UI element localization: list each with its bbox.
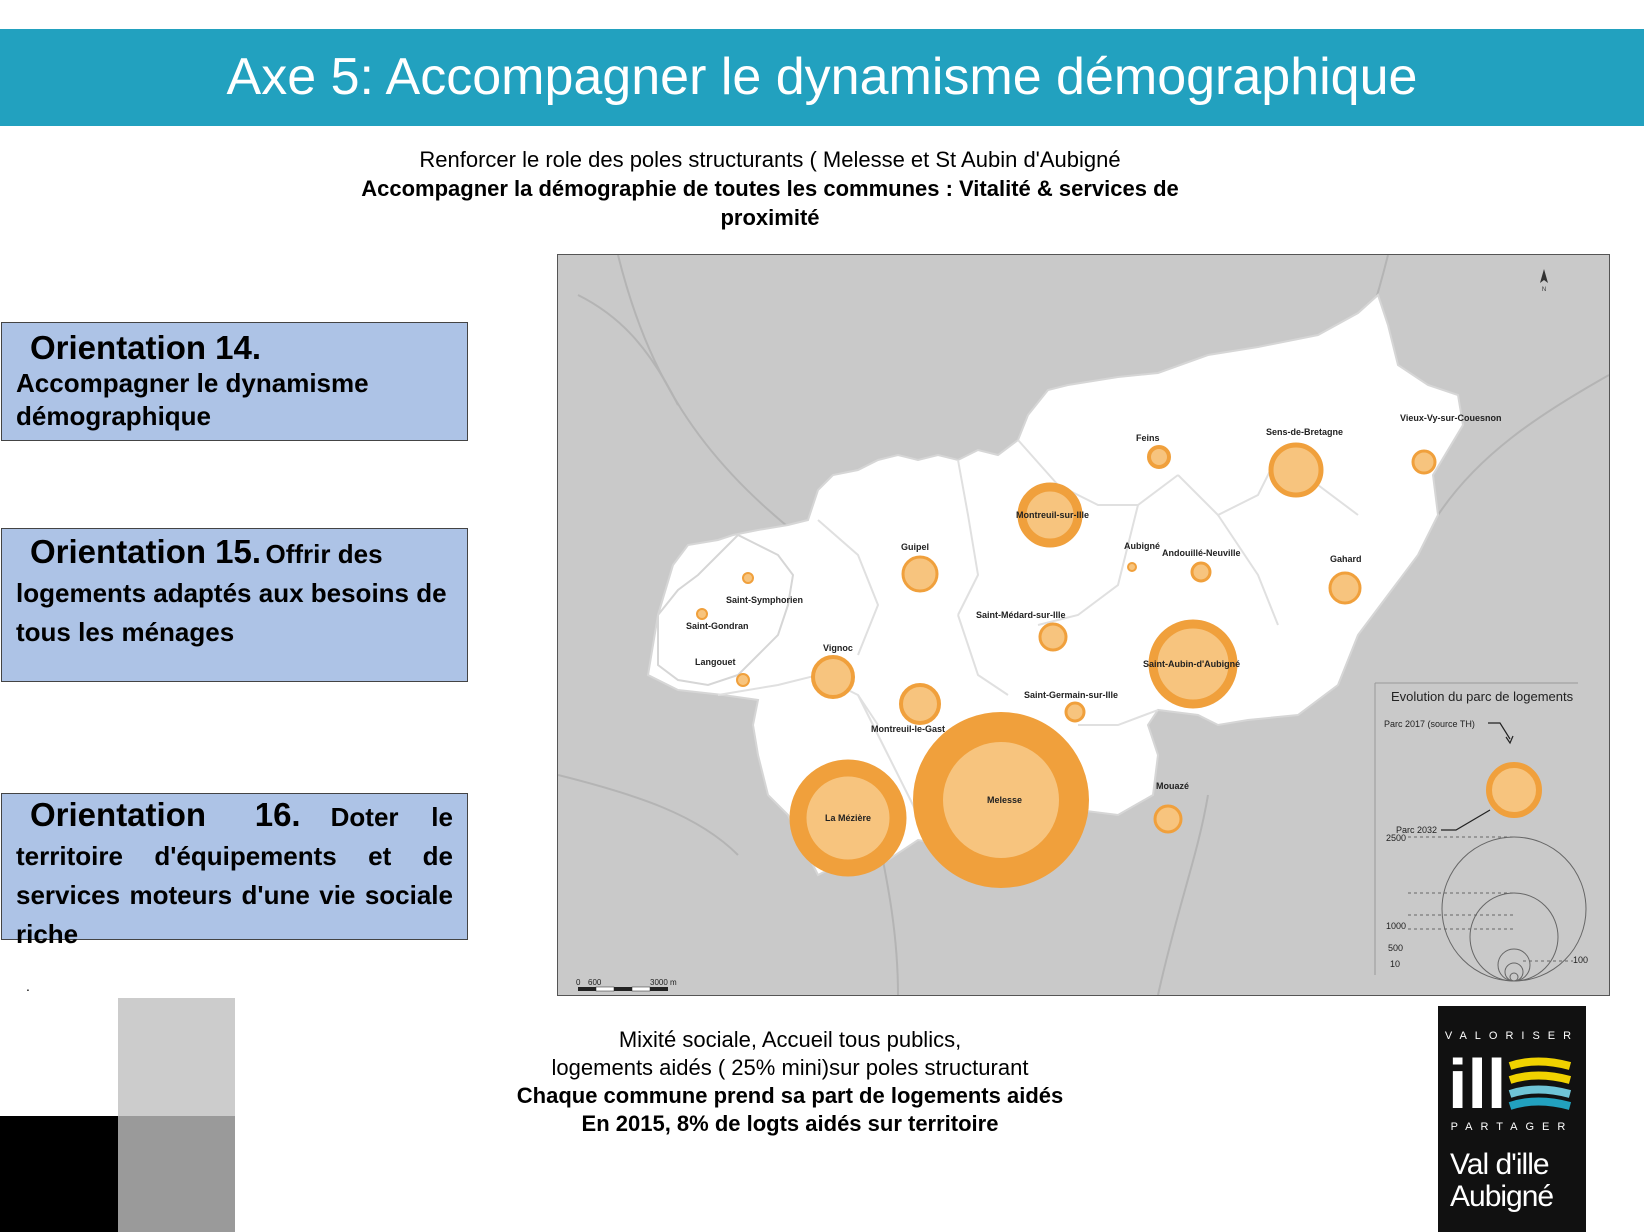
bubble-gahard — [1330, 573, 1360, 603]
label-montreuil-le-gast: Montreuil-le-Gast — [871, 724, 946, 734]
orientation-14-box — [1, 322, 468, 441]
bottom-line-2: logements aidés ( 25% mini)sur poles structurant — [551, 1055, 1029, 1080]
label-sens-de-bretagne: Sens-de-Bretagne — [1266, 427, 1344, 437]
val-dille-aubigne-logo — [1438, 1006, 1586, 1232]
scale-bar — [576, 978, 677, 991]
label-saint-medard: Saint-Médard-sur-Ille — [976, 610, 1066, 620]
logo-name-line-2: Aubigné — [1450, 1180, 1554, 1213]
label-andouille-neuville: Andouillé-Neuville — [1162, 548, 1241, 558]
orientation-15-text: Offrir des logements adaptés aux besoins de tous les ménages — [16, 539, 447, 647]
decor-square-light — [118, 998, 235, 1116]
north-arrow-icon — [1540, 269, 1548, 283]
legend-parc-2017: Parc 2017 (source TH) — [1384, 719, 1475, 729]
orientation-15-number: Orientation 15. — [30, 533, 262, 570]
label-saint-gondran: Saint-Gondran — [686, 621, 749, 631]
label-melesse: Melesse — [987, 795, 1023, 805]
legend-scale-10: 10 — [1390, 959, 1401, 969]
legend-scale-2500: 2500 — [1386, 833, 1407, 843]
label-la-meziere: La Mézière — [825, 813, 872, 823]
bubble-saint-medard — [1040, 624, 1066, 650]
label-guipel: Guipel — [901, 542, 930, 552]
legend-scale-500: 500 — [1388, 943, 1404, 953]
legend-bubble — [1489, 765, 1539, 815]
logo-ill-mark — [1438, 1046, 1586, 1116]
map-svg — [558, 255, 1609, 995]
stray-dot: . — [26, 978, 30, 994]
label-saint-symphorien: Saint-Symphorien — [726, 595, 804, 605]
label-aubigne: Aubigné — [1124, 541, 1160, 551]
bubble-langouet — [737, 674, 749, 686]
logo-partager: PARTAGER — [1450, 1121, 1574, 1133]
logo-name-line-1: Val d'ille — [1450, 1148, 1549, 1181]
north-label: N — [1541, 287, 1547, 293]
bubble-montreuil-le-gast — [901, 685, 939, 723]
intro-line-2: Accompagner la démographie de toutes les communes : Vitalité & services de — [361, 176, 1179, 201]
orientation-14-number: Orientation 14. — [30, 329, 262, 366]
label-langouet: Langouet — [695, 657, 736, 667]
scale-zero: 0 — [576, 978, 581, 987]
logo-ill-text: ill — [1448, 1046, 1507, 1116]
bottom-line-1: Mixité sociale, Accueil tous publics, — [618, 1027, 962, 1052]
legend-scale-100: 100 — [1573, 955, 1589, 965]
orientation-16-box — [1, 793, 468, 949]
scale-mid: 600 — [588, 978, 602, 987]
bubble-sens-de-bretagne — [1271, 445, 1321, 495]
header-banner — [0, 29, 1644, 126]
bubble-mouaze — [1155, 806, 1181, 832]
bubble-vignoc — [813, 657, 853, 697]
label-gahard: Gahard — [1330, 554, 1362, 564]
intro-line-3: proximité — [720, 205, 820, 230]
bubble-aubigne — [1128, 563, 1136, 571]
bottom-text — [440, 1026, 1140, 1138]
bubble-saint-germain — [1066, 703, 1084, 721]
label-vignoc: Vignoc — [823, 643, 853, 653]
bubble-saint-symphorien — [743, 573, 753, 583]
scale-end: 3000 m — [650, 978, 677, 987]
label-saint-germain: Saint-Germain-sur-Ille — [1024, 690, 1119, 700]
bottom-line-4: En 2015, 8% de logts aidés sur territoire — [581, 1111, 999, 1136]
page-title: Axe 5: Accompagner le dynamisme démographique — [226, 48, 1418, 106]
legend-size-circles — [1442, 837, 1589, 981]
territory-map — [557, 254, 1610, 996]
bubble-vieux-vy — [1413, 451, 1435, 473]
label-mouaze: Mouazé — [1156, 781, 1190, 791]
orientation-14-text: Accompagner le dynamisme démographique — [16, 368, 369, 431]
intro-line-1: Renforcer le role des poles structurants ( Melesse et St Aubin d'Aubigné — [419, 147, 1121, 172]
decor-square-grey — [118, 1116, 235, 1232]
legend-parc-2032: Parc 2032 — [1396, 825, 1438, 835]
label-montreuil-sur-ille: Montreuil-sur-Ille — [1016, 510, 1090, 520]
label-saint-aubin: Saint-Aubin-d'Aubigné — [1143, 659, 1241, 669]
label-feins: Feins — [1136, 433, 1160, 443]
orientation-16-number: Orientation 16. — [30, 796, 301, 833]
intro-text — [300, 146, 1240, 232]
bubble-guipel — [903, 557, 937, 591]
bubble-saint-gondran — [697, 609, 707, 619]
legend-title: Evolution du parc de logements — [1391, 689, 1574, 704]
orientation-16-text: Doter le territoire d'équipements et de services moteurs d'une vie sociale riche — [16, 802, 453, 949]
logo-valoriser: VALORISER — [1444, 1030, 1580, 1042]
map-legend — [1375, 683, 1588, 981]
bottom-line-3: Chaque commune prend sa part de logements aidés — [516, 1083, 1064, 1108]
decor-square-black — [0, 1116, 118, 1232]
bubble-andouille-neuville — [1192, 563, 1210, 581]
bubble-feins — [1149, 447, 1169, 467]
label-vieux-vy: Vieux-Vy-sur-Couesnon — [1400, 413, 1502, 423]
orientation-15-box — [1, 528, 468, 682]
legend-scale-1000: 1000 — [1386, 921, 1407, 931]
